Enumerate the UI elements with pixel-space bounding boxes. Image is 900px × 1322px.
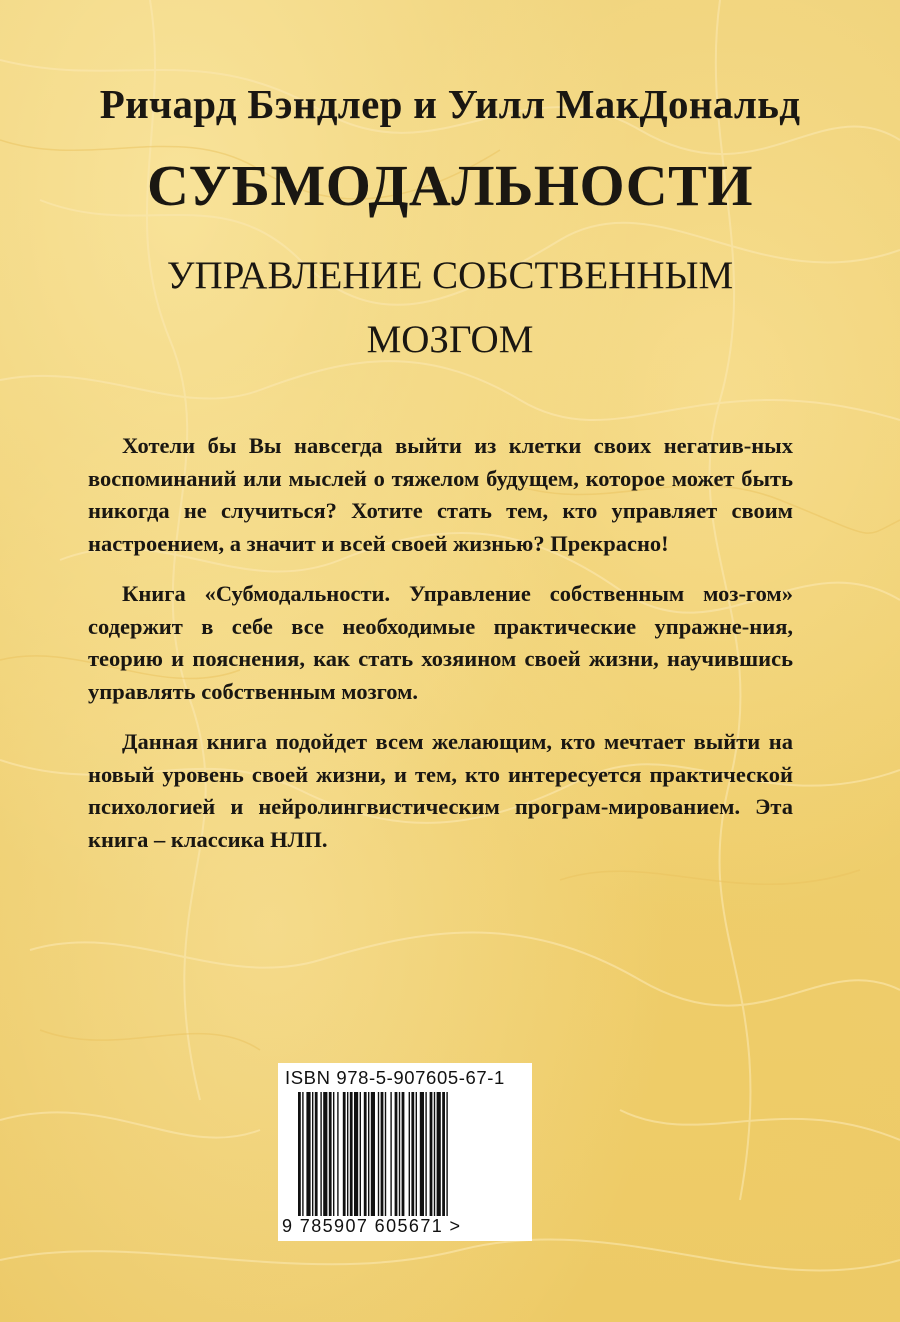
barcode-bar <box>416 1092 417 1216</box>
barcode-bar <box>371 1092 375 1216</box>
barcode-bar <box>306 1092 310 1216</box>
barcode <box>278 1063 532 1241</box>
barcode-bar <box>323 1092 327 1216</box>
barcode-bar <box>442 1092 445 1216</box>
description-paragraph: Данная книга подойдет всем желающим, кто мечтает выйти на новый уровень своей жизни, и тем, кто интересуется практической психологией и нейролингвистическим програм-мированием. Эта книга – классика НЛП. <box>88 729 793 852</box>
barcode-bar <box>409 1092 410 1216</box>
description-paragraph: Хотели бы Вы навсегда выйти из клетки своих негатив-ных воспоминаний или мыслей о тяжелом будущем, которое может быть никогда не случиться? Хотите стать тем, кто управляет своим настроением, а значит и всей своей жизнью? Прекрасно! <box>88 433 793 556</box>
barcode-bar <box>420 1092 424 1216</box>
barcode-bar <box>437 1092 441 1216</box>
authors: Ричард Бэндлер и Уилл МакДональд <box>99 81 801 127</box>
barcode-bar <box>333 1092 334 1216</box>
description <box>88 430 793 874</box>
barcode-bar <box>364 1092 367 1216</box>
barcode-bar <box>343 1092 346 1216</box>
description-paragraph: Книга «Субмодальности. Управление собственным моз-гом» содержит в себе все необходимые практические упражне-ния, теорию и пояснения, как стать хозяином своей жизни, научившись управлять собственным мозгом. <box>88 581 793 704</box>
barcode-bar <box>354 1092 358 1216</box>
barcode-bar <box>411 1092 414 1216</box>
barcode-digits: 9 785907 605671 > <box>282 1216 462 1236</box>
barcode-bar <box>425 1092 426 1216</box>
barcode-bar <box>385 1092 386 1216</box>
barcode-bar <box>395 1092 398 1216</box>
barcode-bar <box>312 1092 313 1216</box>
barcode-bar <box>434 1092 435 1216</box>
barcode-bar <box>430 1092 433 1216</box>
barcode-bars <box>298 1092 513 1216</box>
barcode-bar <box>315 1092 318 1216</box>
barcode-bar <box>399 1092 400 1216</box>
book-title: СУБМОДАЛЬНОСТИ <box>147 153 753 218</box>
barcode-bar <box>368 1092 369 1216</box>
barcode-bar <box>402 1092 405 1216</box>
barcode-bar <box>446 1092 447 1216</box>
barcode-bar <box>337 1092 338 1216</box>
isbn-label: ISBN 978-5-907605-67-1 <box>285 1067 505 1088</box>
barcode-bar <box>302 1092 303 1216</box>
barcode-bar <box>381 1092 384 1216</box>
barcode-bar <box>390 1092 391 1216</box>
barcode-bar <box>298 1092 301 1216</box>
barcode-bar <box>350 1092 353 1216</box>
barcode-bar <box>378 1092 379 1216</box>
barcode-bar <box>347 1092 348 1216</box>
barcode-bar <box>320 1092 321 1216</box>
barcode-bar <box>360 1092 361 1216</box>
subtitle-line-2: МОЗГОМ <box>366 318 534 361</box>
subtitle-line-1: УПРАВЛЕНИЕ СОБСТВЕННЫМ <box>166 254 734 297</box>
barcode-bar <box>329 1092 332 1216</box>
